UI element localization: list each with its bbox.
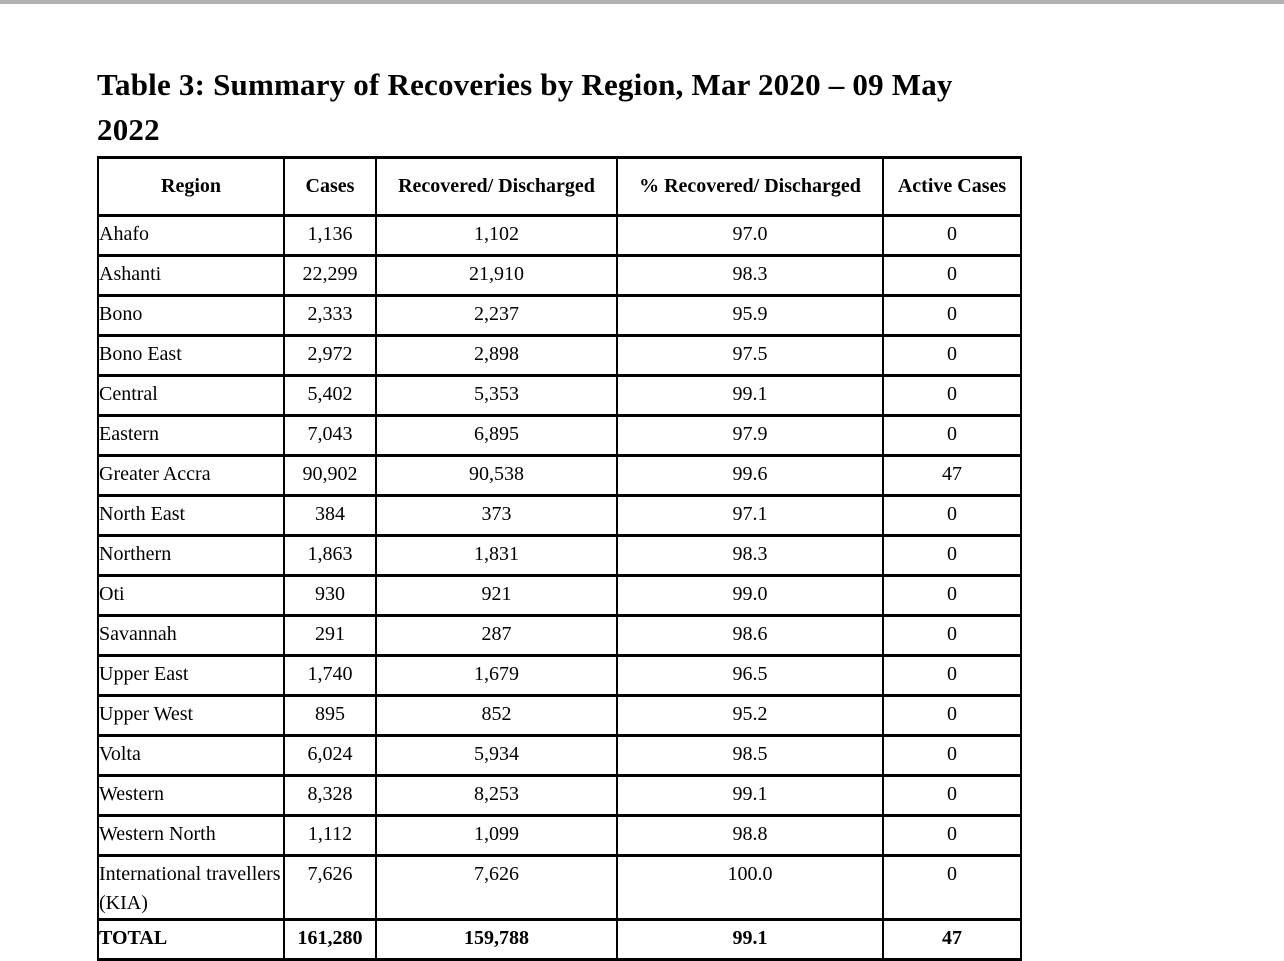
cell-recovered: 1,679 [376,656,617,696]
cell-cases: 5,402 [284,376,376,416]
cell-active-cases: 0 [883,856,1021,920]
cell-pct-recovered: 97.1 [617,496,883,536]
cell-active-cases: 0 [883,696,1021,736]
cell-active-cases: 0 [883,416,1021,456]
cell-recovered: 921 [376,576,617,616]
cell-cases: 6,024 [284,736,376,776]
cell-pct-recovered: 97.5 [617,336,883,376]
cell-pct-recovered: 100.0 [617,856,883,920]
cell-pct-recovered: 96.5 [617,656,883,696]
cell-pct-recovered: 99.1 [617,376,883,416]
cell-region: Western North [98,816,284,856]
table-row [98,616,1021,656]
cell-recovered: 90,538 [376,456,617,496]
total-recovered: 159,788 [376,920,617,960]
table-row [98,696,1021,736]
cell-active-cases: 0 [883,616,1021,656]
cell-recovered: 852 [376,696,617,736]
table-row [98,416,1021,456]
total-pct-recovered: 99.1 [617,920,883,960]
table-row [98,536,1021,576]
cell-region: Greater Accra [98,456,284,496]
table-row [98,296,1021,336]
cell-region: Savannah [98,616,284,656]
cell-region: Upper East [98,656,284,696]
cell-pct-recovered: 98.8 [617,816,883,856]
table-row [98,256,1021,296]
cell-active-cases: 0 [883,496,1021,536]
cell-pct-recovered: 98.3 [617,536,883,576]
cell-active-cases: 0 [883,816,1021,856]
table-row [98,576,1021,616]
cell-recovered: 1,831 [376,536,617,576]
cell-recovered: 1,099 [376,816,617,856]
cell-recovered: 7,626 [376,856,617,920]
cell-region: Bono East [98,336,284,376]
cell-region: Northern [98,536,284,576]
cell-recovered: 287 [376,616,617,656]
cell-pct-recovered: 97.0 [617,216,883,256]
cell-active-cases: 0 [883,656,1021,696]
cell-active-cases: 0 [883,296,1021,336]
cell-cases: 22,299 [284,256,376,296]
cell-recovered: 2,237 [376,296,617,336]
total-label: TOTAL [98,920,284,960]
cell-cases: 384 [284,496,376,536]
cell-active-cases: 0 [883,536,1021,576]
cell-pct-recovered: 95.9 [617,296,883,336]
cell-recovered: 8,253 [376,776,617,816]
cell-active-cases: 47 [883,456,1021,496]
cell-active-cases: 0 [883,576,1021,616]
cell-recovered: 21,910 [376,256,617,296]
column-header-recovered: Recovered/ Discharged [376,158,617,216]
cell-pct-recovered: 98.3 [617,256,883,296]
cell-cases: 895 [284,696,376,736]
cell-recovered: 5,934 [376,736,617,776]
table-row [98,216,1021,256]
total-cases: 161,280 [284,920,376,960]
cell-region: Upper West [98,696,284,736]
table-row [98,376,1021,416]
total-row [98,920,1021,960]
cell-region: North East [98,496,284,536]
table-row [98,736,1021,776]
table-caption-line1: Table 3: Summary of Recoveries by Region, Mar 2020 – 09 May [97,67,953,102]
cell-cases: 2,972 [284,336,376,376]
cell-pct-recovered: 99.0 [617,576,883,616]
cell-pct-recovered: 99.6 [617,456,883,496]
cell-recovered: 1,102 [376,216,617,256]
cell-active-cases: 0 [883,736,1021,776]
cell-cases: 7,043 [284,416,376,456]
table-row [98,496,1021,536]
cell-cases: 8,328 [284,776,376,816]
cell-recovered: 373 [376,496,617,536]
cell-pct-recovered: 95.2 [617,696,883,736]
cell-region: Eastern [98,416,284,456]
table-row [98,456,1021,496]
cell-region: Oti [98,576,284,616]
cell-pct-recovered: 99.1 [617,776,883,816]
cell-cases: 930 [284,576,376,616]
cell-region: Ahafo [98,216,284,256]
table-body [98,216,1021,920]
column-header-active-cases: Active Cases [883,158,1021,216]
table-caption-line2: 2022 [97,112,160,147]
cell-region: Ashanti [98,256,284,296]
cell-cases: 90,902 [284,456,376,496]
table-caption [97,62,1187,152]
table-header-row [98,158,1021,216]
cell-pct-recovered: 98.6 [617,616,883,656]
table-row [98,336,1021,376]
cell-cases: 1,136 [284,216,376,256]
table-row [98,856,1021,920]
table-row [98,776,1021,816]
cell-active-cases: 0 [883,256,1021,296]
cell-region: Western [98,776,284,816]
table-row [98,816,1021,856]
cell-cases: 1,740 [284,656,376,696]
column-header-pct-recovered: % Recovered/ Discharged [617,158,883,216]
cell-active-cases: 0 [883,776,1021,816]
cell-region: Bono [98,296,284,336]
cell-region: Central [98,376,284,416]
column-header-cases: Cases [284,158,376,216]
table-footer [98,920,1021,960]
cell-cases: 1,863 [284,536,376,576]
cell-pct-recovered: 98.5 [617,736,883,776]
cell-recovered: 2,898 [376,336,617,376]
cell-active-cases: 0 [883,216,1021,256]
cell-active-cases: 0 [883,336,1021,376]
table-row [98,656,1021,696]
cell-pct-recovered: 97.9 [617,416,883,456]
cell-cases: 291 [284,616,376,656]
cell-recovered: 5,353 [376,376,617,416]
column-header-region: Region [98,158,284,216]
viewport-top-edge-bar [0,0,1284,4]
cell-region: International travellers (KIA) [98,856,284,920]
recoveries-by-region-table [97,156,1022,961]
cell-cases: 7,626 [284,856,376,920]
cell-cases: 2,333 [284,296,376,336]
total-active-cases: 47 [883,920,1021,960]
cell-active-cases: 0 [883,376,1021,416]
cell-recovered: 6,895 [376,416,617,456]
cell-cases: 1,112 [284,816,376,856]
cell-region: Volta [98,736,284,776]
